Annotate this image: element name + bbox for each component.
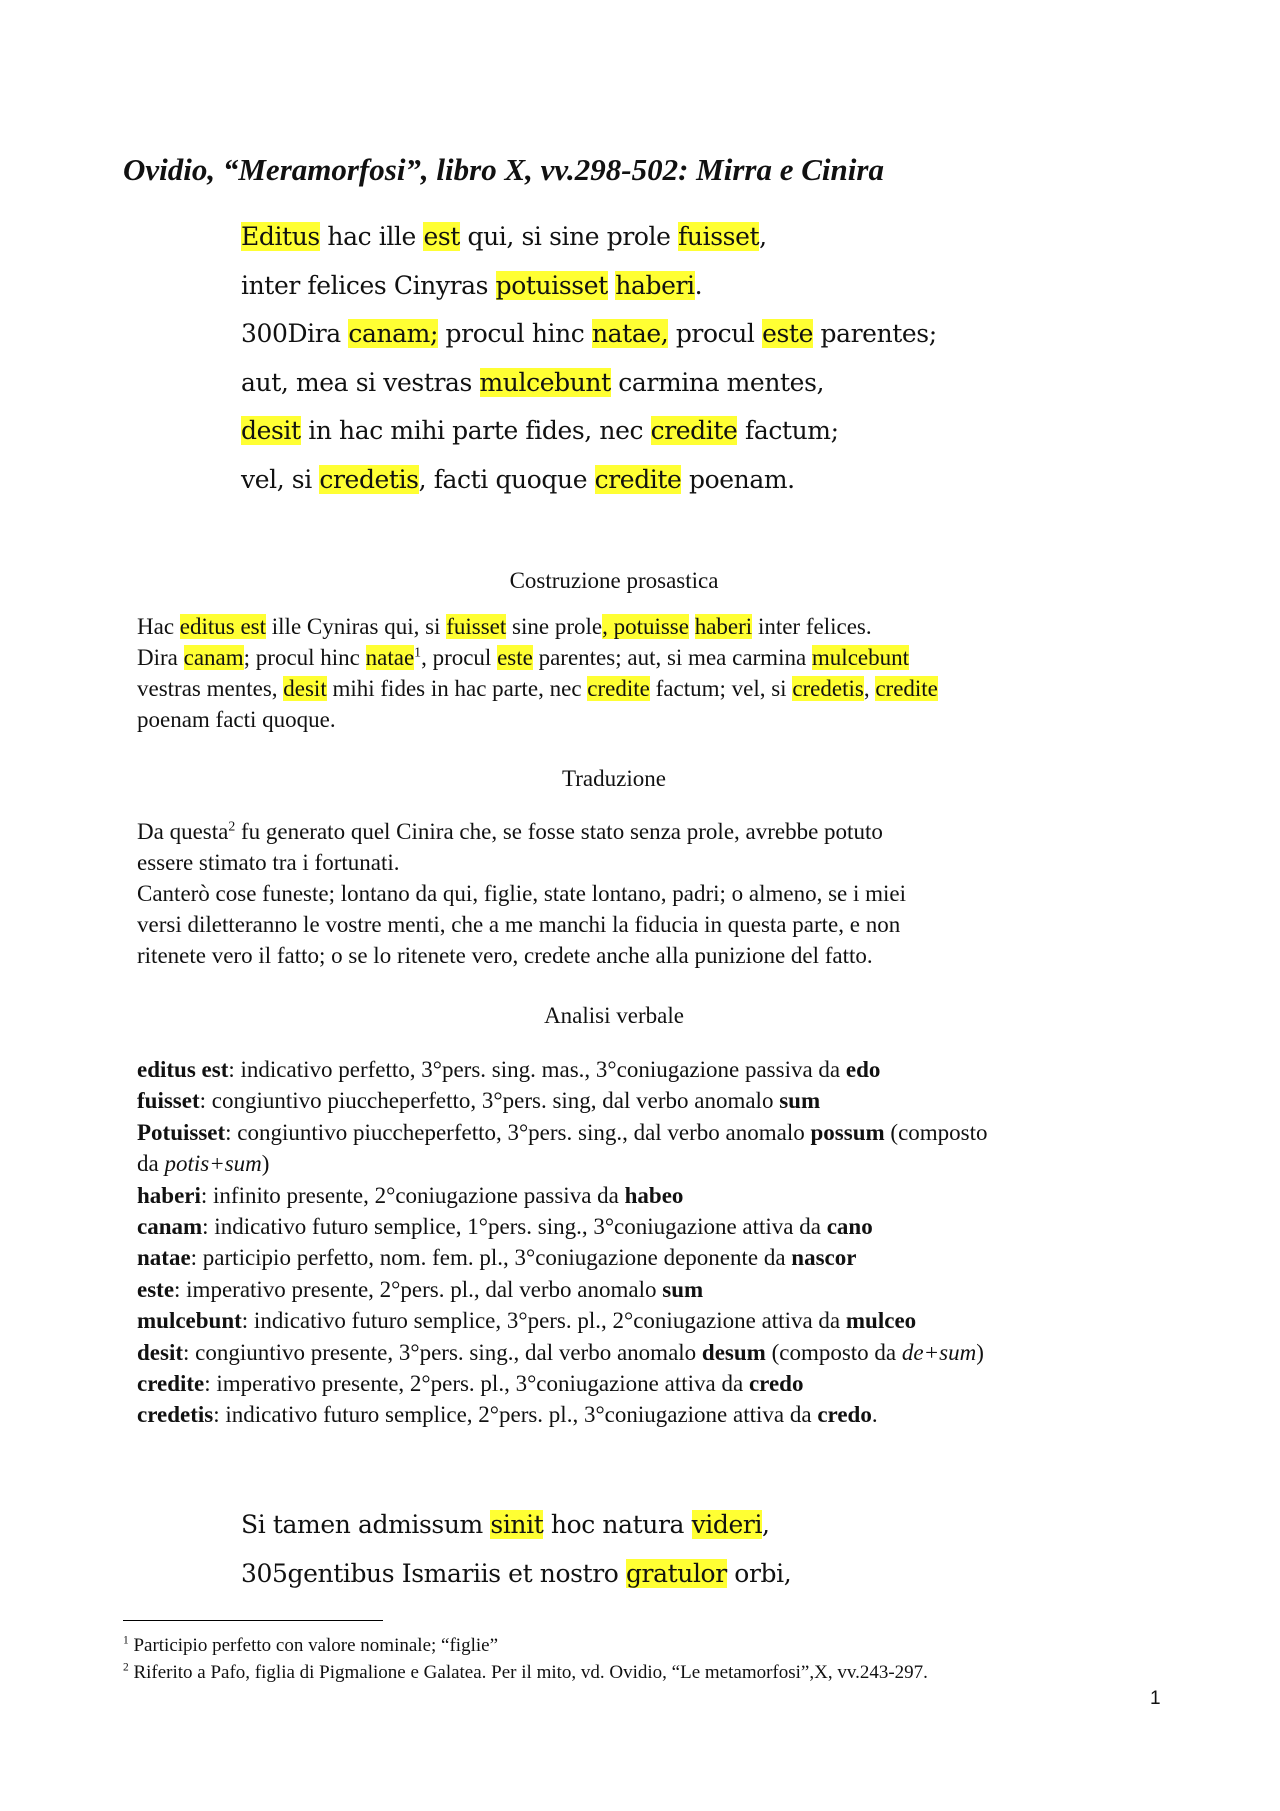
- text-run: vestras mentes,: [137, 676, 284, 701]
- highlighted-word: credetis: [319, 464, 419, 494]
- verse-line: [241, 1559, 791, 1588]
- text-run: Participio perfetto con valore nominale; “figlie”: [128, 1635, 499, 1656]
- highlighted-word: potuisset: [495, 270, 608, 300]
- text-run: Dira: [137, 645, 184, 670]
- verb-form: Potuisset: [137, 1119, 226, 1145]
- text-run: 300Dira: [241, 319, 349, 348]
- text-run: : participio perfetto, nom. fem. pl., 3°coniugazione deponente da: [190, 1245, 792, 1271]
- text-run: ,: [863, 676, 876, 701]
- highlighted-word: mulcebunt: [811, 645, 910, 670]
- costruzione-text: [137, 611, 1147, 735]
- highlighted-word: credite: [587, 676, 650, 701]
- traduzione-heading: Traduzione: [562, 766, 666, 791]
- text-run: factum; vel, si: [649, 676, 793, 701]
- text-run: (composto da: [765, 1339, 902, 1365]
- text-run: : congiuntivo presente, 3°pers. sing., dal verbo anomalo: [183, 1339, 702, 1365]
- text-run: in hac mihi parte fides, nec: [300, 416, 651, 445]
- prose-line: [137, 611, 1147, 642]
- highlighted-word: desit: [241, 416, 301, 445]
- translation-line: [137, 878, 1147, 909]
- analysis-row: [137, 1148, 1147, 1179]
- text-run: ; procul hinc: [243, 645, 366, 670]
- text-run: procul: [668, 319, 763, 348]
- verse-line: [241, 368, 824, 397]
- highlighted-word: , potuisse: [602, 614, 689, 639]
- text-run: versi diletteranno le vostre menti, che a me manchi la fiducia in questa parte, e non: [137, 912, 901, 937]
- footnotes: [123, 1632, 928, 1686]
- text-run: (composto: [884, 1119, 988, 1145]
- text-run: ille Cyniras qui, si: [266, 614, 447, 639]
- text-run: : indicativo futuro semplice, 2°pers. pl., 3°coniugazione attiva da: [213, 1402, 818, 1428]
- verb-form: mulcebunt: [137, 1308, 242, 1334]
- analysis-row: [137, 1117, 1147, 1148]
- analysis-row: [137, 1242, 1147, 1273]
- text-run: hac ille: [319, 222, 424, 251]
- highlighted-word: desit: [283, 676, 327, 701]
- verb-form: este: [137, 1276, 175, 1302]
- text-run: : congiuntivo piuccheperfetto, 3°pers. sing, dal verbo anomalo: [199, 1088, 780, 1114]
- verb-form: credo: [817, 1402, 872, 1428]
- verb-form: haberi: [137, 1182, 201, 1208]
- highlighted-word: este: [762, 319, 813, 348]
- text-run: factum;: [737, 416, 839, 445]
- verb-form: desum: [701, 1339, 766, 1365]
- highlighted-word: editus est: [179, 614, 267, 639]
- text-run: [689, 614, 695, 639]
- highlighted-word: est: [423, 222, 460, 251]
- translation-line: [137, 816, 1147, 847]
- highlighted-word: fuisset: [678, 222, 760, 251]
- text-run: , facti quoque: [418, 464, 595, 494]
- text-run: ,: [762, 1510, 770, 1539]
- verse-line: [241, 271, 702, 300]
- highlighted-word: natae: [365, 645, 415, 670]
- highlighted-word: credite: [650, 416, 738, 445]
- text-run: inter felices Cinyras: [241, 270, 496, 300]
- text-run: ): [261, 1151, 270, 1177]
- text-run: ritenete vero il fatto; o se lo ritenete vero, credete anche alla punizione del fatto.: [137, 943, 873, 968]
- highlighted-word: canam;: [348, 319, 439, 348]
- analysis-row: [137, 1211, 1147, 1242]
- analisi-heading: Analisi verbale: [544, 1003, 684, 1028]
- page-title: Ovidio, “Meramorfosi”, libro X, vv.298-502: Mirra e Cinira: [123, 152, 884, 187]
- text-run: parentes; aut, si mea carmina: [532, 645, 812, 670]
- traduzione-text: [137, 816, 1147, 971]
- footnote-ref: 1: [123, 1634, 129, 1647]
- verb-form: fuisset: [137, 1088, 200, 1114]
- text-run: orbi,: [726, 1558, 792, 1588]
- verb-form: credo: [748, 1371, 804, 1397]
- analysis-row: [137, 1337, 1147, 1368]
- verb-form: sum: [779, 1088, 821, 1114]
- verb-form: mulceo: [845, 1308, 917, 1334]
- text-run: hoc natura: [543, 1510, 692, 1539]
- text-run: Da questa: [137, 819, 229, 844]
- text-run: poenam facti quoque.: [137, 707, 336, 732]
- text-run: : indicativo perfetto, 3°pers. sing. mas., 3°coniugazione passiva da: [228, 1057, 846, 1082]
- verb-form: habeo: [624, 1182, 684, 1208]
- highlighted-word: sinit: [490, 1510, 544, 1539]
- verb-form: editus est: [137, 1057, 229, 1082]
- text-run: sine prole: [506, 614, 603, 639]
- text-run: fu generato quel Cinira che, se fosse stato senza prole, avrebbe potuto: [235, 819, 883, 844]
- verb-form: natae: [137, 1245, 191, 1271]
- analysis-row: [137, 1274, 1147, 1305]
- text-run: : indicativo futuro semplice, 3°pers. pl., 2°coniugazione attiva da: [241, 1308, 846, 1334]
- footnote-ref: 1: [414, 644, 422, 660]
- highlighted-word: videri: [691, 1510, 763, 1539]
- analysis-row: [137, 1180, 1147, 1211]
- text-run: ,: [759, 222, 767, 251]
- text-run: inter felices.: [752, 614, 872, 639]
- highlighted-word: credite: [875, 676, 938, 701]
- verb-form: nascor: [791, 1245, 857, 1271]
- footnote-ref: 2: [228, 818, 236, 834]
- text-run: poenam.: [681, 464, 795, 494]
- text-run: essere stimato tra i fortunati.: [137, 850, 400, 875]
- highlighted-word: este: [497, 645, 533, 670]
- highlighted-word: natae,: [591, 319, 669, 348]
- verb-form: edo: [845, 1057, 881, 1082]
- text-run: , procul: [421, 645, 498, 670]
- prose-line: [137, 673, 1147, 704]
- analysis-row: [137, 1399, 1147, 1430]
- footnote-ref: 2: [123, 1661, 129, 1674]
- footnote: [123, 1659, 928, 1686]
- text-run: vel, si: [241, 464, 320, 494]
- text-run: Riferito a Pafo, figlia di Pigmalione e Galatea. Per il mito, vd. Ovidio, “Le metamorfosi”,X, vv.243-297.: [128, 1662, 928, 1683]
- translation-line: [137, 909, 1147, 940]
- translation-line: [137, 847, 1147, 878]
- text-run: : imperativo presente, 2°pers. pl., 3°coniugazione attiva da: [204, 1371, 749, 1397]
- verse-line: [241, 222, 767, 251]
- text-run: Hac: [137, 614, 180, 639]
- page-number: 1: [1150, 1688, 1161, 1709]
- text-run: procul hinc: [438, 319, 592, 348]
- text-run: : imperativo presente, 2°pers. pl., dal verbo anomalo: [174, 1276, 663, 1302]
- text-run: parentes;: [812, 319, 937, 348]
- text-run: ): [976, 1339, 984, 1365]
- verse-line: [241, 319, 937, 348]
- prose-line: [137, 704, 1147, 735]
- translation-line: [137, 940, 1147, 971]
- text-run: .: [694, 270, 703, 300]
- verb-form: credetis: [137, 1402, 214, 1428]
- footnote: [123, 1632, 928, 1659]
- highlighted-word: mulcebunt: [479, 367, 611, 397]
- highlighted-word: credetis: [792, 676, 864, 701]
- text-run: mihi fides in hac parte, nec: [326, 676, 588, 701]
- analysis-row: [137, 1305, 1147, 1336]
- footnote-separator: [123, 1620, 383, 1621]
- etymology: de+sum: [901, 1339, 977, 1365]
- analysis-row: [137, 1085, 1147, 1116]
- text-run: 305gentibus Ismariis et nostro: [241, 1558, 626, 1588]
- verse-line: [241, 1510, 770, 1539]
- verb-form: possum: [810, 1119, 885, 1145]
- analysis-row: [137, 1368, 1147, 1399]
- text-run: aut, mea si vestras: [241, 367, 480, 397]
- verb-form: cano: [826, 1214, 873, 1240]
- highlighted-word: haberi: [615, 270, 695, 300]
- verse-line: [241, 416, 839, 445]
- etymology: potis+sum: [164, 1151, 262, 1177]
- text-run: da: [137, 1151, 165, 1177]
- highlighted-word: haberi: [694, 614, 753, 639]
- text-run: .: [871, 1402, 878, 1428]
- analisi-verbale-list: [137, 1054, 1147, 1431]
- text-run: : infinito presente, 2°coniugazione passiva da: [200, 1182, 625, 1208]
- highlighted-word: canam: [183, 645, 244, 670]
- prose-line: [137, 642, 1147, 673]
- verb-form: sum: [662, 1276, 704, 1302]
- highlighted-word: Editus: [241, 222, 320, 251]
- highlighted-word: fuisset: [446, 614, 507, 639]
- text-run: Si tamen admissum: [241, 1510, 491, 1539]
- verb-form: desit: [137, 1339, 183, 1365]
- verb-form: credite: [137, 1371, 205, 1397]
- analysis-row: [137, 1054, 1147, 1085]
- text-run: carmina mentes,: [610, 367, 825, 397]
- text-run: : congiuntivo piuccheperfetto, 3°pers. sing., dal verbo anomalo: [225, 1119, 811, 1145]
- highlighted-word: credite: [594, 464, 682, 494]
- text-run: : indicativo futuro semplice, 1°pers. sing., 3°coniugazione attiva da: [202, 1214, 827, 1240]
- verse-line: [241, 465, 795, 494]
- text-run: Canterò cose funeste; lontano da qui, figlie, state lontano, padri; o almeno, se i miei: [137, 881, 907, 906]
- highlighted-word: gratulor: [625, 1558, 727, 1588]
- verb-form: canam: [137, 1214, 203, 1240]
- costruzione-heading: Costruzione prosastica: [509, 568, 719, 593]
- text-run: qui, si sine prole: [459, 222, 679, 251]
